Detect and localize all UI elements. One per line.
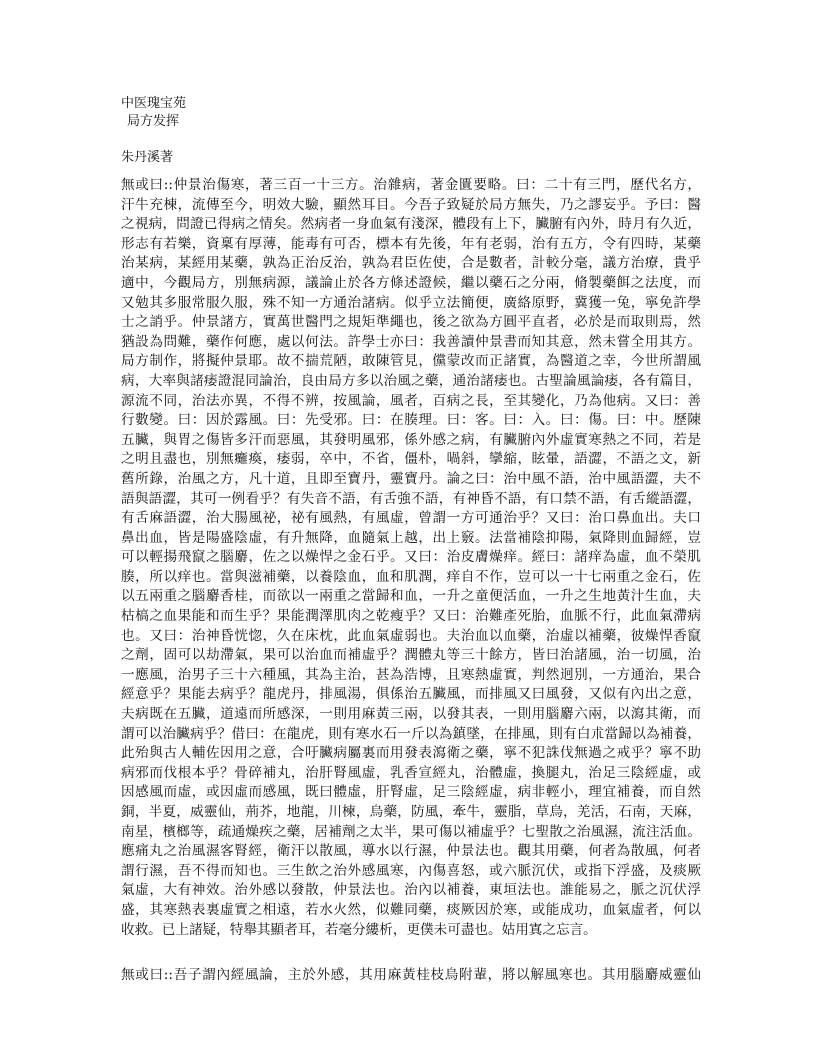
text-line: 一應風，治男子三十六種風，其為主治，甚為浩博，且寒熱虛實，判然迥別，一方通治，果合 (121, 666, 701, 683)
text-line: 南星，檳榔等，疏通燥疾之藥，居補劑之太半，果可傷以補虛乎？七聖散之治風濕，流注活血。 (121, 823, 701, 840)
paragraph-2 (121, 966, 701, 986)
text-line: 五臟，與胃之傷皆多汗而惡風，其發明風邪，係外感之病，有臟腑內外虛實寒熱之不同，若是 (121, 431, 701, 448)
text-line: 適中，今觀局方，別無病源，議論止於各方條述證候，繼以藥石之分兩，脩製藥餌之法度，而 (121, 274, 701, 291)
text-line: 局方制作，將擬仲景耶。故不揣荒陋，敢陳管見，儻蒙改而正諸實，為醫道之幸，今世所謂風 (121, 353, 701, 370)
text-line: 語與語澀，其可一例看乎？有失音不語，有舌強不語，有神昏不語，有口禁不語，有舌縱語澀， (121, 490, 701, 507)
text-line: 之視病，問證已得病之情矣。然病者一身血氣有淺深，體段有上下，臟腑有內外，時月有久近， (121, 216, 701, 233)
text-line: 收救。已上諸疑，特舉其顯者耳，若毫分縷析，更僕未可盡也。姑用寘之忘言。 (121, 921, 597, 938)
text-line: 因感風而虛，或因虛而感風，既曰體虛，肝腎虛，足三陰經虛，病非輕小，理宜補養，而自然 (121, 784, 701, 801)
text-line: 經意乎？果能去病乎？龍虎丹，排風湯，俱係治五臟風，而排風又曰風發，又似有內出之意， (121, 686, 701, 703)
collection-title: 中医瑰宝苑 (121, 96, 187, 111)
text-line: 鼻出血，皆是陽盛陰虛，有升無降，血隨氣上越，出上竅。法當補陰抑陽，氣降則血歸經，豈 (121, 529, 701, 546)
text-line: 謂行濕，吾不得而知也。三生飲之治外感風寒，內傷喜怒，或六脈沉伏，或指下浮盛，及痰厥 (121, 862, 701, 879)
text-line: 汗牛充棟，流傳至今，明效大驗，顯然耳目。今吾子致疑於局方無失，乃之謬妄乎。予曰：醫 (121, 196, 701, 213)
text-line: 行數變。曰：因於露風。曰：先受邪。曰：在腠理。曰：客。曰：入。曰：傷。曰：中。歷陳 (121, 412, 701, 429)
text-line: 舊所錄，治風之方，凡十道，且即至寶丹，靈寶丹。論之曰：治中風不語，治中風語澀，夫不 (121, 470, 701, 487)
text-line: 氣虛，大有神效。治外感以發散，仲景法也。治內以補養，東垣法也。誰能易之，脈之沉伏浮 (121, 882, 701, 899)
text-line: 謂可以治臟病乎？借曰：在龍虎，則有寒水石一斤以為鎮墜，在排風，則有白朮當歸以為補養， (121, 725, 701, 742)
text-line: 士之誚乎。仲景諸方，實萬世醫門之規矩準繩也，後之欲為方圓平直者，必於是而取則焉，然 (121, 314, 701, 331)
text-line: 以五兩重之腦麝香桂，而欲以一兩重之當歸和血，一升之童便活血，一升之生地黃汁生血，夫 (121, 588, 701, 605)
text-line: 枯槁之血果能和而生乎？果能潤澤肌肉之乾瘦乎？又曰：治難產死胎，血脈不行，此血氣滯病 (121, 608, 701, 625)
text-line: 盛，其寒熱表裏虛實之相遠，若水火然，似難同藥，痰厥因於寒，或能成功，血氣虛者，何以 (121, 901, 701, 918)
author-line: 朱丹溪著 (121, 150, 174, 165)
text-line: 又勉其多服常服久服，殊不知一方通治諸病。似乎立法簡便，廣絡原野，冀獲一兔，寧免許學 (121, 294, 701, 311)
text-line: 夫病既在五臟，道遠而所感深，一則用麻黃三兩，以發其表，一則用腦麝六兩，以瀉其衛，而 (121, 706, 701, 723)
text-line: 此殆與古人輔佐因用之意，合吁臟病屬裏而用發表瀉衛之藥，寧不犯誅伐無過之戒乎？寧不助 (121, 745, 701, 762)
text-line: 無或曰::吾子謂內經風論，主於外感，其用麻黃桂枝烏附輩，將以解風寒也。其用腦麝威靈仙 (121, 967, 701, 983)
text-line: 可以輕揚飛竄之腦麝，佐之以燥悍之金石乎。又曰：治皮膚燥痒。經曰：諸痒為虛，血不榮肌 (121, 549, 701, 566)
book-title: 局方发挥 (127, 114, 180, 129)
text-line: 形志有若樂，資稟有厚薄，能毒有可否，標本有先後，年有老弱，治有五方，令有四時，某藥 (121, 235, 701, 252)
text-line: 應痛丸之治風濕客腎經，衛汗以散風，導水以行濕，仲景法也。觀其用藥，何者為散風，何者 (121, 843, 701, 860)
text-line: 治某病，某經用某藥，孰為正治反治，孰為君臣佐使，合是數者，計較分毫，議方治療，貴乎 (121, 255, 701, 272)
text-line: 之劑，固可以劫滯氣，果可以治血而補虛乎？潤體丸等三十餘方，皆曰治諸風，治一切風，治 (121, 647, 701, 664)
text-line: 猶設為問難，藥作何應，處以何法。許學士亦曰：我善讀仲景書而知其意，然未嘗全用其方。 (121, 333, 701, 350)
text-line: 有舌麻語澀，治大腸風祕，祕有風熱，有風虛，曾謂一方可通治乎？又曰：治口鼻血出。夫口 (121, 510, 701, 527)
text-line: 之明且盡也，別無癱瘓，痿弱，卒中，不省，僵朴，喎斜，攣縮，眩暈，語澀，不語之文，新 (121, 451, 701, 468)
text-line: 無或曰::仲景治傷寒，著三百一十三方。治雜病，著金匱要略。曰：二十有三門，歷代名方， (121, 177, 701, 193)
paragraph-1 (121, 176, 701, 940)
text-line: 病邪而伐根本乎？骨碎補丸，治肝腎風虛，乳香宣經丸，治體虛，換腿丸，治足三陰經虛，或 (121, 764, 701, 781)
text-line: 也。又曰：治神昏恍惚，久在床枕，此血氣虛弱也。夫治血以血藥，治虛以補藥，彼燥悍香竄 (121, 627, 701, 644)
text-line: 銅，半夏，威靈仙，荊芥，地龍，川楝，烏藥，防風，牽牛，靈脂，草烏，羌活，石南，天麻， (121, 804, 701, 820)
text-line: 病，大率與諸痿證混同論治，良由局方多以治風之藥，通治諸痿也。古聖論風論痿，各有篇目， (121, 372, 701, 389)
text-line: 源流不同，治法亦異，不得不辨，按風論，風者，百病之長，至其變化，乃為他病。又曰：善 (121, 392, 701, 409)
text-line: 腠，所以痒也。當與滋補藥，以養陰血，血和肌潤，痒自不作，豈可以一十七兩重之金石，佐 (121, 568, 701, 585)
